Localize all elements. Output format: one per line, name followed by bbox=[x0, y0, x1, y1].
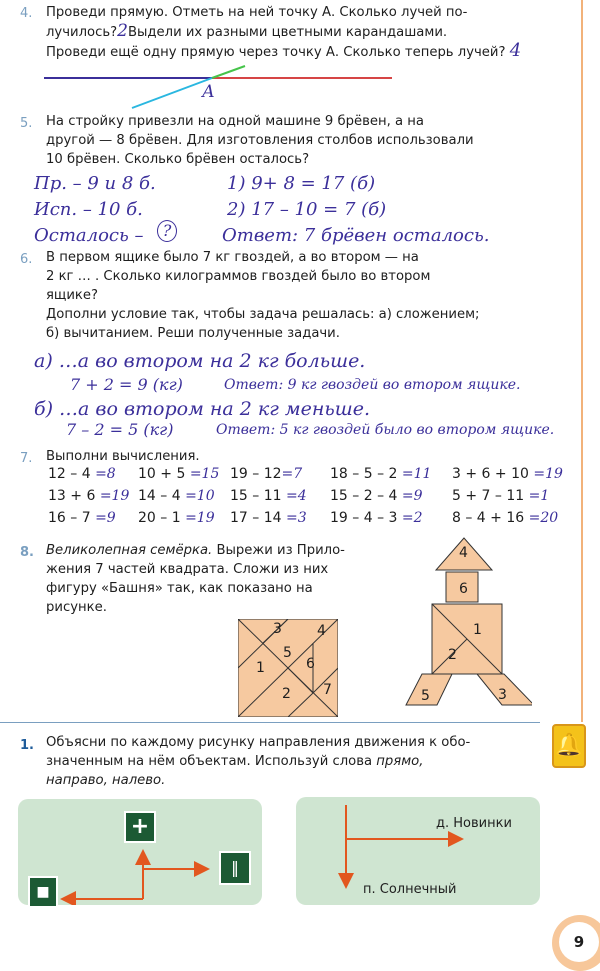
calc-item bbox=[230, 466, 302, 482]
calc-answer: =9 bbox=[401, 488, 423, 504]
calc-item bbox=[330, 488, 423, 504]
task8-line3: фигуру «Башня» так, как показано на bbox=[46, 581, 313, 596]
calc-answer: =19 bbox=[99, 488, 130, 504]
calc-expression: 18 – 5 – 2 bbox=[330, 466, 402, 482]
calc-expression: 13 + 6 bbox=[48, 488, 100, 504]
first-aid-icon: + bbox=[124, 811, 156, 843]
calc-item bbox=[330, 510, 423, 526]
task6-line3: ящике? bbox=[46, 288, 99, 303]
task8-line2: жения 7 частей квадрата. Сложи из них bbox=[46, 562, 329, 577]
calc-expression: 5 + 7 – 11 bbox=[452, 488, 529, 504]
task6-hw-a-condition: а) …а во втором на 2 кг больше. bbox=[34, 350, 366, 372]
square-label-3: 3 bbox=[273, 621, 282, 637]
section-divider bbox=[0, 722, 540, 723]
calc-answer: =19 bbox=[185, 510, 215, 526]
calc-answer: =3 bbox=[285, 510, 307, 526]
calc-answer: =9 bbox=[95, 510, 116, 526]
task5-hw-condition-3: Осталось – bbox=[34, 225, 144, 246]
task4-line2: лучилось?2Выдели их разными цветными карандашами. bbox=[46, 21, 448, 41]
task4-number: 4. bbox=[20, 6, 33, 21]
tower-label-3: 3 bbox=[498, 687, 507, 703]
square-label-2: 2 bbox=[282, 686, 291, 702]
square-label-4: 4 bbox=[317, 623, 326, 639]
calc-answer: =7 bbox=[281, 466, 303, 482]
fuel-station-icon: ■ bbox=[28, 876, 58, 908]
task4-answer-b: 4 bbox=[509, 40, 522, 61]
calc-item bbox=[452, 488, 549, 504]
task6-hw-a-solution: 7 + 2 = 9 (кг) bbox=[70, 375, 183, 394]
calc-expression: 19 – 12 bbox=[230, 466, 282, 482]
calc-expression: 15 – 11 bbox=[230, 488, 286, 504]
lesson-line2: значенным на нём объектам. Используй слова прямо, bbox=[46, 754, 424, 769]
task4-drawing bbox=[40, 60, 400, 110]
calc-expression: 19 – 4 – 3 bbox=[330, 510, 402, 526]
calc-item bbox=[230, 510, 307, 526]
calc-expression: 20 – 1 bbox=[138, 510, 186, 526]
task6-number: 6. bbox=[20, 252, 33, 267]
calc-answer: =1 bbox=[528, 488, 550, 504]
task6-line1: В первом ящике было 7 кг гвоздей, а во втором — на bbox=[46, 250, 419, 265]
calc-expression: 17 – 14 bbox=[230, 510, 286, 526]
square-label-6: 6 bbox=[306, 656, 315, 672]
calc-expression: 12 – 4 bbox=[48, 466, 96, 482]
task6-line5: б) вычитанием. Реши полученные задачи. bbox=[46, 326, 340, 341]
tower-label-4: 4 bbox=[459, 545, 468, 561]
calc-answer: =10 bbox=[185, 488, 215, 504]
calc-answer: =20 bbox=[528, 510, 559, 526]
calc-item bbox=[48, 488, 129, 504]
task5-hw-step1: 1) 9+ 8 = 17 (б) bbox=[227, 173, 376, 194]
task6-hw-b-solution: 7 – 2 = 5 (кг) bbox=[66, 420, 174, 439]
task6-hw-a-answer: Ответ: 9 кг гвоздей во втором ящике. bbox=[224, 377, 521, 393]
calc-item bbox=[138, 510, 215, 526]
lesson-line3: направо, налево. bbox=[46, 773, 166, 788]
calc-item bbox=[452, 510, 558, 526]
calc-expression: 16 – 7 bbox=[48, 510, 96, 526]
map-label-solnechny: п. Солнечный bbox=[363, 882, 457, 897]
task4-line1: Проведи прямую. Отметь на ней точку А. Сколько лучей по- bbox=[46, 5, 468, 20]
lesson-line1: Объясни по каждому рисунку направления движения к обо- bbox=[46, 735, 471, 750]
tower-label-2: 2 bbox=[448, 647, 457, 663]
calc-answer: =15 bbox=[189, 466, 220, 482]
calc-expression: 8 – 4 + 16 bbox=[452, 510, 529, 526]
task5-hw-step2: 2) 17 – 10 = 7 (б) bbox=[227, 199, 387, 220]
lesson-number: 1. bbox=[20, 738, 34, 753]
task8-number: 8. bbox=[20, 545, 34, 560]
calc-item bbox=[48, 510, 116, 526]
calc-answer: =4 bbox=[285, 488, 307, 504]
cafe-icon: ‖ bbox=[219, 851, 251, 885]
calc-answer: =11 bbox=[401, 466, 432, 482]
calc-answer: =2 bbox=[401, 510, 423, 526]
task4-line3: Проведи ещё одну прямую через точку А. Сколько теперь лучей? 4 bbox=[46, 40, 522, 61]
task6-hw-b-answer: Ответ: 5 кг гвоздей было во втором ящике. bbox=[216, 422, 555, 438]
tower-label-6: 6 bbox=[459, 581, 468, 597]
task4-point-label: А bbox=[202, 82, 215, 102]
task6-line2: 2 кг … . Сколько килограммов гвоздей было во втором bbox=[46, 269, 431, 284]
task6-hw-b-condition: б) …а во втором на 2 кг меньше. bbox=[34, 398, 370, 420]
task8-line4: рисунке. bbox=[46, 600, 107, 615]
calc-item bbox=[230, 488, 307, 504]
task7-title: Выполни вычисления. bbox=[46, 449, 200, 464]
page-number: 9 bbox=[559, 922, 599, 962]
map-label-novinki: д. Новинки bbox=[436, 816, 512, 831]
tower-label-1: 1 bbox=[473, 622, 482, 638]
calc-answer: =19 bbox=[533, 466, 563, 482]
square-label-7: 7 bbox=[323, 682, 332, 698]
square-label-1: 1 bbox=[256, 660, 265, 676]
calc-answer: =8 bbox=[95, 466, 116, 482]
calc-item bbox=[138, 466, 219, 482]
task5-hw-answer: Ответ: 7 брёвен осталось. bbox=[222, 225, 490, 246]
task5-hw-condition-2: Исп. – 10 б. bbox=[34, 199, 143, 220]
task5-hw-question: ? bbox=[157, 220, 177, 242]
task5-line3: 10 брёвен. Сколько брёвен осталось? bbox=[46, 152, 310, 167]
task5-line2: другой — 8 брёвен. Для изготовления столбов использовали bbox=[46, 133, 474, 148]
square-label-5: 5 bbox=[283, 645, 292, 661]
calc-item bbox=[330, 466, 431, 482]
tower-label-5: 5 bbox=[421, 688, 430, 704]
calc-expression: 3 + 6 + 10 bbox=[452, 466, 534, 482]
calc-expression: 15 – 2 – 4 bbox=[330, 488, 402, 504]
task5-hw-condition-1: Пр. – 9 и 8 б. bbox=[34, 173, 156, 194]
calc-item bbox=[452, 466, 563, 482]
calc-expression: 10 + 5 bbox=[138, 466, 190, 482]
task5-number: 5. bbox=[20, 116, 33, 131]
calc-expression: 14 – 4 bbox=[138, 488, 186, 504]
margin-rule bbox=[581, 0, 583, 722]
task6-line4: Дополни условие так, чтобы задача решалась: а) сложением; bbox=[46, 307, 480, 322]
task7-number: 7. bbox=[20, 451, 33, 466]
calc-item bbox=[138, 488, 215, 504]
tower-figure bbox=[392, 535, 532, 710]
calc-item bbox=[48, 466, 116, 482]
bell-icon: 🔔 bbox=[552, 724, 586, 768]
task5-line1: На стройку привезли на одной машине 9 брёвен, а на bbox=[46, 114, 424, 129]
task4-answer-a: 2 bbox=[117, 21, 128, 41]
task8-line1: Великолепная семёрка. Вырежи из Прило- bbox=[46, 543, 345, 558]
